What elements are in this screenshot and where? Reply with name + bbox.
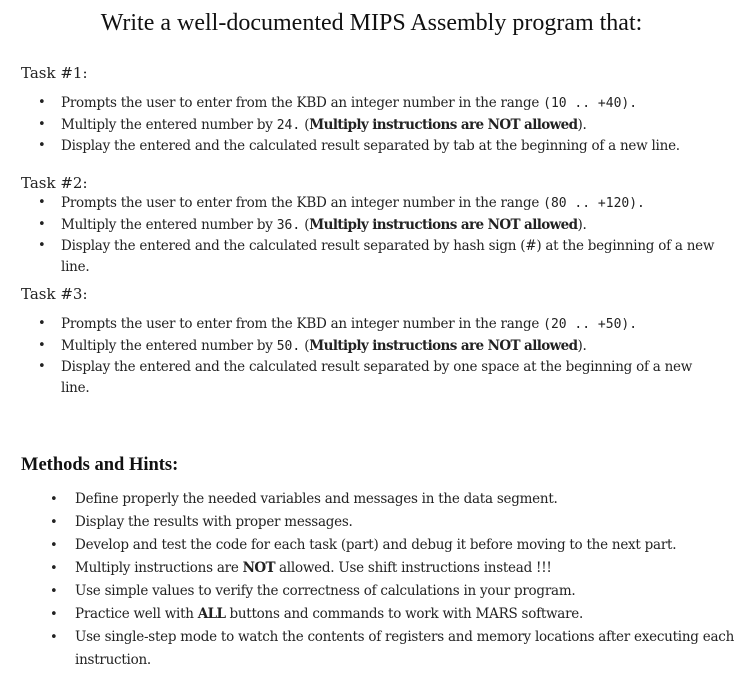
bullet-icon: • <box>50 492 58 507</box>
bullet-icon: • <box>50 607 58 622</box>
task-2-list <box>0 193 721 277</box>
task-1-note-bold: Multiply instructions are NOT allowed <box>309 116 578 133</box>
bullet-icon: • <box>38 238 46 253</box>
methods-item <box>0 557 737 580</box>
methods-item-text: Display the results with proper messages. <box>75 514 353 530</box>
bullet-icon: • <box>50 561 58 576</box>
methods-item-text-post: buttons and commands to work with MARS software. <box>225 606 584 622</box>
task-1-multiplier: 24. <box>276 117 301 133</box>
bullet-icon: • <box>38 116 46 132</box>
task-3-item-prompt <box>0 314 721 336</box>
task-3-item-multiply <box>0 336 721 358</box>
task-3-item-display <box>0 357 721 398</box>
task-1-note-close: ). <box>577 116 587 133</box>
bullet-icon: • <box>38 316 46 331</box>
task-1-heading: Task #1: <box>21 64 88 82</box>
task-3-prompt: Prompts the user to enter from the KBD an integer number in the range <box>61 316 540 332</box>
bullet-icon: • <box>50 538 58 553</box>
task-2-note-close: ). <box>577 216 587 233</box>
methods-item <box>0 603 737 626</box>
bullet-icon: • <box>50 584 58 599</box>
task-2-display: Display the entered and the calculated result separated by hash sign (#) at the beginning of a new line. <box>61 238 715 275</box>
task-3-multiplier: 50. <box>276 338 301 354</box>
task-1-list <box>0 93 721 157</box>
task-1-item-display <box>0 136 721 157</box>
methods-item <box>0 488 737 511</box>
task-3-note-bold: Multiply instructions are NOT allowed <box>309 337 578 354</box>
task-2-item-multiply <box>0 215 721 237</box>
page-title: Write a well-documented MIPS Assembly program that: <box>100 10 643 36</box>
task-3-heading: Task #3: <box>21 285 88 303</box>
bullet-icon: • <box>38 95 46 110</box>
methods-item-text: Practice well with <box>75 606 198 622</box>
task-3-multiply-text: Multiply the entered number by <box>61 337 273 354</box>
methods-item-text: Define properly the needed variables and messages in the data segment. <box>75 491 558 507</box>
bullet-icon: • <box>38 195 46 210</box>
methods-item-text: Multiply instructions are <box>75 560 243 576</box>
task-2-item-prompt <box>0 193 721 215</box>
task-3-note-close: ). <box>577 337 587 354</box>
bullet-icon: • <box>38 337 46 353</box>
methods-item <box>0 534 737 557</box>
task-2-prompt: Prompts the user to enter from the KBD an integer number in the range <box>61 195 540 211</box>
task-1-note-open: ( <box>304 116 310 133</box>
task-3-note-open: ( <box>304 337 310 354</box>
methods-item-bold: ALL <box>197 606 226 622</box>
task-2-note-bold: Multiply instructions are NOT allowed <box>309 216 578 233</box>
methods-heading: Methods and Hints: <box>21 455 179 475</box>
methods-item <box>0 626 737 672</box>
task-1-item-prompt <box>0 93 721 115</box>
task-3-list <box>0 314 721 398</box>
task-2-range: (80 .. +120). <box>543 196 645 211</box>
methods-item-text: Use simple values to verify the correctness of calculations in your program. <box>75 583 576 599</box>
task-1-prompt: Prompts the user to enter from the KBD an integer number in the range <box>61 95 540 111</box>
methods-item-text-post: allowed. Use shift instructions instead !!! <box>274 560 552 576</box>
task-1-multiply-text: Multiply the entered number by <box>61 116 273 133</box>
methods-list <box>0 488 737 672</box>
task-2-heading: Task #2: <box>21 174 88 192</box>
task-2-multiply-text: Multiply the entered number by <box>61 216 273 233</box>
methods-item-text: Develop and test the code for each task (part) and debug it before moving to the next part. <box>75 537 677 553</box>
methods-item-text: Use single-step mode to watch the contents of registers and memory locations after executing each instruction. <box>75 629 735 668</box>
bullet-icon: • <box>38 216 46 232</box>
task-3-display: Display the entered and the calculated result separated by one space at the beginning of a new line. <box>61 359 693 396</box>
task-1-display: Display the entered and the calculated result separated by tab at the beginning of a new line. <box>61 138 680 154</box>
task-3-range: (20 .. +50). <box>543 317 638 332</box>
bullet-icon: • <box>50 630 58 645</box>
task-2-item-display <box>0 236 721 277</box>
task-1-range: (10 .. +40). <box>543 96 638 111</box>
task-2-note-open: ( <box>304 216 310 233</box>
methods-item <box>0 511 737 534</box>
methods-item <box>0 580 737 603</box>
methods-item-bold: NOT <box>242 560 275 576</box>
bullet-icon: • <box>38 138 46 153</box>
bullet-icon: • <box>38 359 46 374</box>
task-2-multiplier: 36. <box>276 217 301 233</box>
bullet-icon: • <box>50 515 58 530</box>
task-1-item-multiply <box>0 115 721 137</box>
